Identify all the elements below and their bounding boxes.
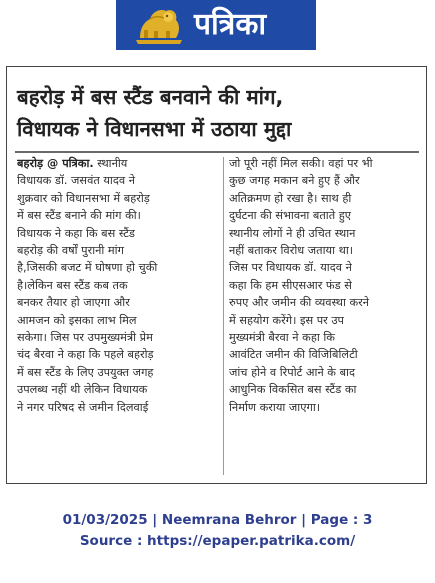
- lion-emblem-icon: [130, 4, 188, 46]
- body-line: विधायक ने कहा कि बस स्टैंड: [17, 226, 135, 240]
- edition-info: 01/03/2025 | Neemrana Behror | Page : 3: [62, 512, 373, 528]
- headline-rule: [15, 151, 419, 153]
- body-line: कुछ जगह मकान बने हुए हैं और: [229, 174, 360, 188]
- body-line: सकेगा। जिस पर उपमुख्यमंत्री प्रेम: [17, 331, 153, 345]
- headline-line: विधायक ने विधानसभा में उठाया मुद्दा: [17, 117, 292, 141]
- body-line: ने नगर परिषद से जमीन दिलवाई: [17, 400, 149, 414]
- body-line: में सहयोग करेंगे। इस पर उप: [229, 313, 344, 327]
- body-line: शुक्रवार को विधानसभा में बहरोड़: [17, 191, 150, 205]
- body-line: विधायक डॉ. जसवंत यादव ने: [17, 174, 136, 188]
- body-line: नहीं बताकर विरोध जताया था।: [229, 244, 354, 258]
- body-line: चंद बैरवा ने कहा कि पहले बहरोड़: [17, 348, 154, 362]
- body-line: कहा कि हम सीएसआर फंड से: [229, 278, 352, 292]
- body-line: आवंटित जमीन की विजिबिलिटी: [229, 348, 358, 362]
- body-line: है।लेकिन बस स्टैंड कब तक: [17, 278, 128, 292]
- body-line: अतिक्रमण हो रखा है। साथ ही: [229, 191, 352, 205]
- body-line: स्थानीय लोगों ने ही उचित स्थान: [229, 226, 356, 240]
- body-line: रुपए और जमीन की व्यवस्था करने: [229, 296, 370, 310]
- body-line: जिस पर विधायक डॉ. यादव ने: [229, 261, 352, 275]
- body-line: आधुनिक विकसित बस स्टैंड का: [229, 383, 357, 397]
- body-line: जांच होने व रिपोर्ट आने के बाद: [229, 365, 355, 379]
- body-line: में बस स्टैंड बनाने की मांग की।: [17, 209, 141, 223]
- body-text: स्थानीय: [97, 157, 128, 170]
- article-column-left: [17, 155, 217, 416]
- body-line: बनकर तैयार हो जाएगा और: [17, 296, 130, 310]
- body-line: उपलब्ध नहीं थी लेकिन विधायक: [17, 383, 148, 397]
- body-line: निर्माण कराया जाएगा।: [229, 400, 321, 414]
- news-article: [6, 66, 427, 484]
- body-line: बहरोड़ की वर्षों पुरानी मांग: [17, 244, 124, 258]
- body-line: में बस स्टैंड के लिए उपयुक्त जगह: [17, 365, 154, 379]
- body-line: जो पूरी नहीं मिल सकी। वहां पर भी: [229, 157, 373, 170]
- masthead: [116, 0, 316, 50]
- headline: [17, 81, 417, 145]
- body-line: मुख्यमंत्री बैरवा ने कहा कि: [229, 331, 335, 345]
- source-link[interactable]: Source : https://epaper.patrika.com/: [79, 533, 356, 549]
- brand-name: पत्रिका: [194, 7, 267, 42]
- headline-line: बहरोड़ में बस स्टैंड बनवाने की मांग,: [17, 85, 284, 109]
- column-divider: [223, 157, 224, 475]
- dateline: बहरोड़ @ पत्रिका.: [17, 157, 94, 170]
- body-line: दुर्घटना की संभावना बताते हुए: [229, 209, 352, 223]
- body-line: आमजन को इसका लाभ मिल: [17, 313, 137, 327]
- body-line: [17, 155, 217, 172]
- article-column-right: [229, 155, 419, 416]
- body-line: है,जिसकी बजट में घोषणा हो चुकी: [17, 261, 158, 275]
